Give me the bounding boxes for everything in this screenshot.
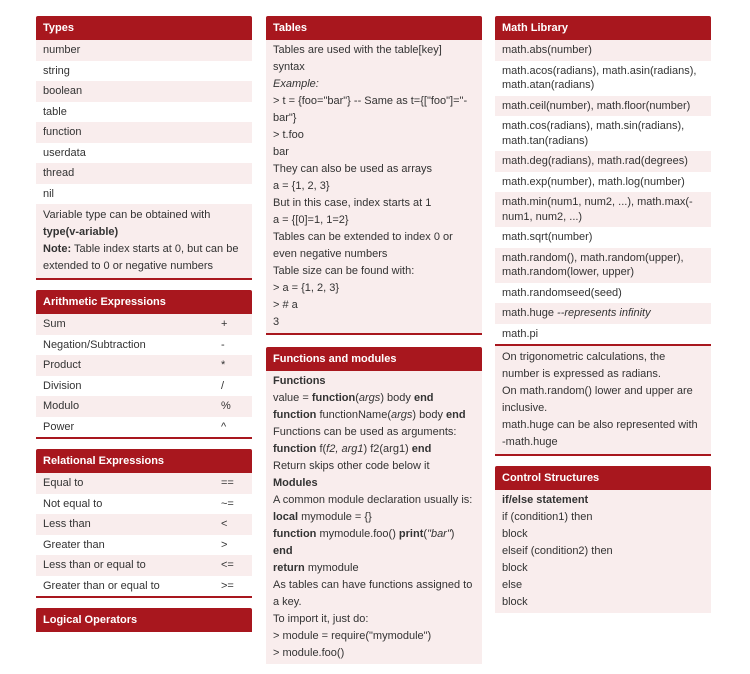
table-row	[36, 494, 252, 515]
math-note	[495, 346, 711, 456]
row-op: <	[221, 518, 228, 530]
code-line: elseif (condition2) then	[502, 545, 613, 557]
text-line: a = {1, 2, 3}	[273, 180, 330, 192]
text-line: bar	[273, 146, 289, 158]
subheading: if/else statement	[502, 494, 589, 506]
arithmetic-section	[36, 290, 252, 439]
text-line: > module = require("mymodule")	[273, 630, 432, 642]
types-note	[36, 204, 252, 280]
logical-section	[36, 608, 252, 632]
subheading: Modules	[273, 477, 318, 489]
subheading: Functions	[273, 375, 326, 387]
list-item: userdata	[36, 143, 252, 164]
table-row	[36, 314, 252, 335]
text-line: > t.foo	[273, 129, 304, 141]
text-line: Example:	[273, 78, 319, 90]
row-op: ^	[221, 420, 227, 433]
control-body	[495, 490, 711, 613]
row-op: >=	[221, 579, 234, 592]
text-line: As tables can have functions assigned to a key.	[273, 579, 473, 608]
row-name: Product	[43, 359, 81, 371]
functions-header: Functions and modules	[266, 347, 482, 371]
list-item: number	[36, 40, 252, 61]
row-name: Modulo	[43, 400, 80, 412]
table-row	[36, 376, 252, 397]
list-item: math.cos(radians), math.sin(radians), math.tan(radians)	[495, 116, 711, 151]
row-name: Power	[43, 420, 75, 433]
arithmetic-header: Arithmetic Expressions	[36, 290, 252, 314]
row-name: Negation/Subtraction	[43, 338, 146, 351]
functions-body	[266, 371, 482, 664]
row-name: Sum	[43, 318, 66, 330]
functions-section	[266, 347, 482, 664]
text-line: To import it, just do:	[273, 613, 369, 625]
code-line: if (condition1) then	[502, 511, 593, 523]
row-name: Less than or equal to	[43, 559, 146, 571]
list-item: math.exp(number), math.log(number)	[495, 172, 711, 193]
code-line: block	[502, 528, 528, 540]
text-line: 3	[273, 316, 280, 328]
row-op: %	[221, 400, 231, 412]
row-op: ~=	[221, 497, 234, 510]
code-line: block	[502, 562, 528, 574]
table-row	[36, 335, 252, 356]
code-line: function f(f2, arg1) f2(arg1) end	[273, 443, 432, 455]
list-item: math.huge --represents infinity	[495, 303, 711, 324]
text-line: But in this case, index starts at 1	[273, 197, 432, 209]
code-line: else	[502, 579, 523, 591]
row-op: /	[221, 379, 225, 392]
text-line: > a = {1, 2, 3}	[273, 282, 340, 294]
row-name: Not equal to	[43, 497, 103, 510]
code-line: return mymodule	[273, 562, 359, 574]
table-row	[36, 576, 252, 599]
row-name: Greater than or equal to	[43, 579, 160, 592]
list-item: math.ceil(number), math.floor(number)	[495, 96, 711, 117]
code-line: block	[502, 596, 528, 608]
list-item: math.acos(radians), math.asin(radians), math.atan(radians)	[495, 61, 711, 96]
list-item: nil	[36, 184, 252, 205]
list-item: math.randomseed(seed)	[495, 283, 711, 304]
list-item: boolean	[36, 81, 252, 102]
text-line: Table size can be found with:	[273, 265, 415, 277]
text-line: On math.random() lower and upper are inclusive.	[502, 385, 693, 414]
list-item: math.min(num1, num2, ...), math.max(-num1, num2, ...)	[495, 192, 711, 227]
types-note-text: Variable type can be obtained with	[43, 209, 211, 221]
row-name: Division	[43, 379, 82, 392]
list-item: math.sqrt(number)	[495, 227, 711, 248]
code-line: local mymodule = {}	[273, 511, 372, 523]
list-item: table	[36, 102, 252, 123]
row-op: -	[221, 338, 225, 351]
text-line: > # a	[273, 299, 298, 311]
code-line: value = function(args) body end	[273, 392, 434, 404]
table-row	[36, 473, 252, 494]
row-op: >	[221, 538, 228, 551]
text-line: a = {[0]=1, 1=2}	[273, 214, 349, 226]
control-section	[495, 466, 711, 613]
row-op: *	[221, 359, 226, 371]
logical-header: Logical Operators	[36, 608, 252, 632]
list-item: thread	[36, 163, 252, 184]
list-item: math.random(), math.random(upper), math.random(lower, upper)	[495, 248, 711, 283]
text-line: Return skips other code below it	[273, 460, 430, 472]
math-header: Math Library	[495, 16, 711, 40]
list-item: math.pi	[495, 324, 711, 347]
column-left	[36, 16, 252, 642]
types-note-text2: Table index starts at 0, but can be extended to 0 or negative numbers	[43, 243, 239, 272]
control-header: Control Structures	[495, 466, 711, 490]
relational-header: Relational Expressions	[36, 449, 252, 473]
text-line: Tables can be extended to index 0 or even negative numbers	[273, 231, 453, 260]
list-item: function	[36, 122, 252, 143]
text-line: math.huge can be also represented with -math.huge	[502, 419, 698, 448]
list-item: math.deg(radians), math.rad(degrees)	[495, 151, 711, 172]
row-name: Equal to	[43, 477, 84, 489]
types-header: Types	[36, 16, 252, 40]
math-section	[495, 16, 711, 456]
row-op: <=	[221, 559, 234, 571]
table-row	[36, 417, 252, 440]
column-right	[495, 16, 711, 623]
table-row	[36, 514, 252, 535]
text-line: On trigonometric calculations, the number is expressed as radians.	[502, 351, 666, 380]
text-line: They can also be used as arrays	[273, 163, 432, 175]
column-middle	[266, 16, 482, 674]
code-line: function mymodule.foo() print("bar") end	[273, 528, 455, 557]
tables-header: Tables	[266, 16, 482, 40]
text-line: Functions can be used as arguments:	[273, 426, 457, 438]
table-row	[36, 555, 252, 576]
row-name: Less than	[43, 518, 91, 530]
table-row	[36, 535, 252, 556]
row-op: +	[221, 318, 228, 330]
tables-body	[266, 40, 482, 335]
text-line: Tables are used with the table[key] syntax	[273, 44, 442, 73]
text-line: > module.foo()	[273, 647, 345, 659]
types-section	[36, 16, 252, 280]
note-label: Note:	[43, 243, 72, 255]
table-row	[36, 355, 252, 376]
row-op: ==	[221, 477, 234, 489]
types-note-bold: type(v-ariable)	[43, 226, 119, 238]
row-name: Greater than	[43, 538, 105, 551]
code-line: function functionName(args) body end	[273, 409, 466, 421]
tables-section	[266, 16, 482, 335]
text-line: > t = {foo="bar"} -- Same as t={["foo"]="-bar"}	[273, 95, 468, 124]
relational-section	[36, 449, 252, 598]
list-item: string	[36, 61, 252, 82]
list-item: math.abs(number)	[495, 40, 711, 61]
table-row	[36, 396, 252, 417]
text-line: A common module declaration usually is:	[273, 494, 473, 506]
